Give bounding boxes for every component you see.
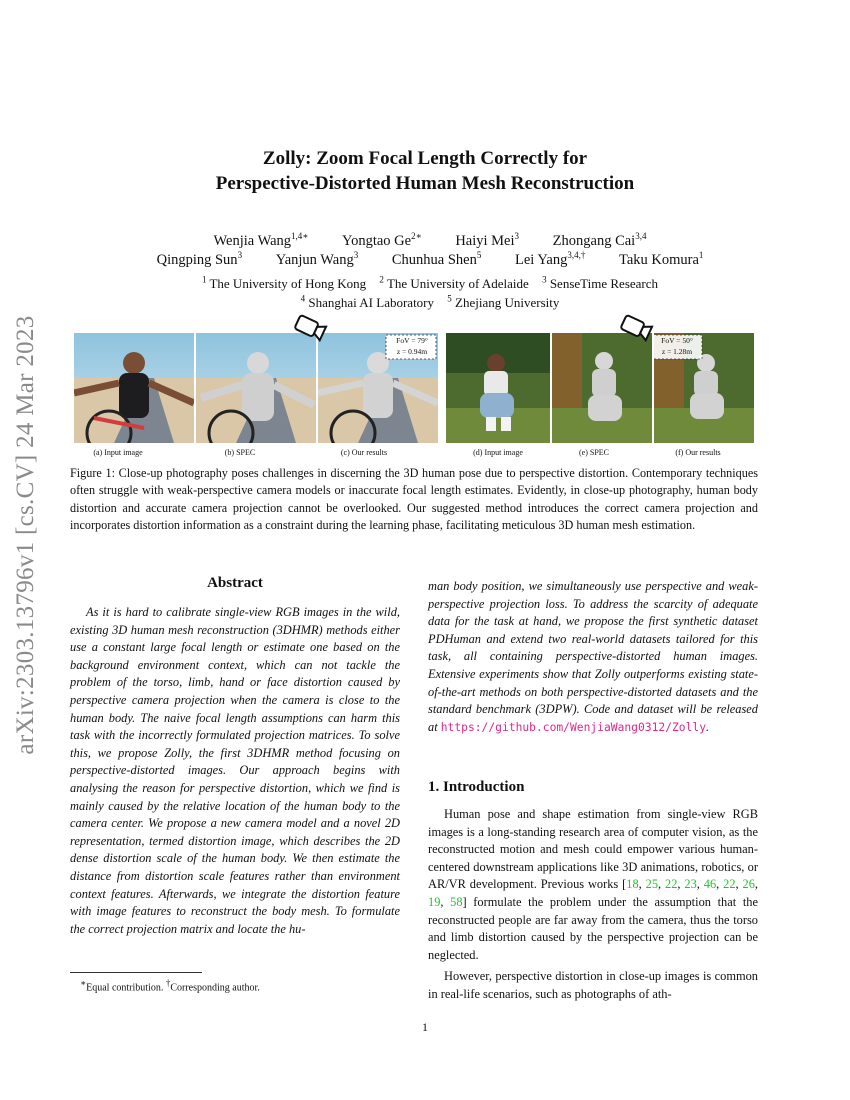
title-line-1: Zolly: Zoom Focal Length Correctly for [262,148,588,169]
fov-label: FoV = 79° [396,336,428,345]
author: Qingping Sun$^3$ [156,250,243,268]
abstract-body [70,604,400,938]
affiliation: $^3$ SenseTime Research [542,275,659,292]
abstract-end: . [706,719,710,734]
author: Zhongang Cai$^{3,4}$ [552,231,647,249]
affiliation: $^2$ The University of Adelaide [379,275,529,292]
panel-caption-e: (e) SPEC [579,448,609,457]
fov-label: FoV = 50° [661,336,693,345]
panel-caption-c: (c) Our results [340,448,388,457]
affiliation: $^5$ Zhejiang University [447,294,560,311]
title-line-2: Perspective-Distorted Human Mesh Reconstruction [215,173,635,194]
panel-caption-f: (f) Our results [675,448,721,457]
author: Chunhua Shen$^5$ [391,250,482,268]
camera-icon [292,313,328,343]
author: Haiyi Mei$^3$ [455,231,520,249]
paper-title [0,146,850,196]
authors-row-2 [60,245,800,270]
panel-caption-d: (d) Input image [473,448,523,457]
affiliation: $^4$ Shanghai AI Laboratory [300,294,435,311]
intro-paragraph-2: However, perspective distortion in close-up images is common in real-life scenarios, such as photographs of ath- [428,969,758,1001]
figure-1 [74,333,754,443]
citation[interactable]: 26 [742,877,755,892]
citation[interactable]: 19 [428,894,441,909]
z-label: z = 1.28m [661,347,693,356]
citation[interactable]: 25 [645,877,659,892]
author: Yongtao $Ge^{2∗}$ [342,231,422,249]
overlay-left [387,335,437,357]
affiliations-row-2 [60,290,800,312]
citation[interactable]: 22 [665,877,678,892]
figure-panel-b [196,333,316,443]
github-link[interactable]: https://github.com/WenjiaWang0312/Zolly [440,720,707,734]
abstract-heading: Abstract [207,575,263,591]
figure-panel-d [446,333,566,443]
author: Taku Komura$^1$ [618,250,704,268]
footnote-rule [70,972,202,973]
citation[interactable]: 22 [723,877,736,892]
affiliation: $^1$ The University of Hong Kong [201,275,367,292]
abstract-continued-text: man body position, we simultaneously use perspective and weak-perspective projection loss. To address the scarcity of adequate data for the task at hand, we propose the first synthetic dataset PDHuman and extend two real-world datasets tailored for this task, all containing perspective-distorted human images. Extensive experiments show that Zolly outperforms existing state-of-the-art methods on both perspective-distorted datasets and the standard benchmark (3DPW). Code and dataset will be released at [428,579,758,734]
introduction-heading: 1. Introduction [428,779,525,795]
figure-caption: Figure 1: Close-up photography poses challenges in discerning the 3D human pose due to perspective distortion. Contemporary techniques often struggle with weak-perspective camera models or inaccurate focal length estimates. Evidently, in close-up photography, human body distortion and accurate camera projection cannot be overlooked. Our suggested method introduces the correct camera projection and incorporates distortion information as a constraint during the learning phase, facilitating meticulous 3D human mesh estimation. [70,466,758,533]
abstract-continued [428,578,758,736]
arxiv-stamp [6,290,46,780]
introduction-body [428,806,758,1004]
z-label: z = 0.94m [396,347,428,356]
abstract-text: As it is hard to calibrate single-view RGB images in the wild, existing 3D human mesh reconstruction (3DHMR) methods either use a constant large focal length or estimate one based on the background environment context, which can not tackle the problem of the torso, limb, hand or face distortion caused by perspective camera projection when the camera is close to the human body. The naive focal length assumptions can harm this task with the incorrectly formulated projection matrices. To solve this, we propose Zolly, the first 3DHMR method focusing on perspective-distorted images. Our approach begins with analysing the reason for perspective distortion, which we find is mainly caused by the relative location of the human body to the camera center. We propose a new camera model and a novel 2D representation, termed distortion image, which describes the 2D dense distortion scale of the human body. We then estimate the distance from distortion scale features rather than environment context features. Afterwards, we integrate the distortion feature with image features to reconstruct the body mesh. To formulate the correct projection matrix and locate the hu- [70,605,400,936]
citation[interactable]: 23 [684,877,697,892]
citation[interactable]: 46 [703,877,717,892]
figure-panel-a [74,333,194,443]
citation[interactable]: 18 [626,877,639,892]
author: Lei Yang$^{3,4,\dagger}$ [514,250,586,268]
page-number: 1 [422,1020,428,1034]
arxiv-stamp-text: arXiv:2303.13796v1 [cs.CV] 24 Mar 2023 [12,315,39,755]
citation[interactable]: 58 [450,894,463,909]
footnote: ∗Equal contribution. †Corresponding author. [80,978,260,994]
intro-paragraph-1: Human pose and shape estimation from single-view RGB images is a long-standing research area of computer vision, as the reconstructed motion and mesh could empower various human-centered downstream applications like 3D animations, robotics, or AR/VR development. Previous works [18, 25, 22, 23, 46, 22, 26, 19, 58] formulate the problem under the assumption that the reconstructed people are far away from the camera, thus the torso and limb distortion caused by the perspective projection can be neglected. [428,807,759,962]
panel-caption-b: (b) SPEC [224,448,256,457]
author: Yanjun Wang$^3$ [275,250,359,268]
camera-icon [618,313,654,343]
panel-caption-a: (a) Input image [93,448,143,457]
author: Wenjia Wang$^{1,4∗}$ [213,231,309,249]
overlay-right [652,335,702,357]
